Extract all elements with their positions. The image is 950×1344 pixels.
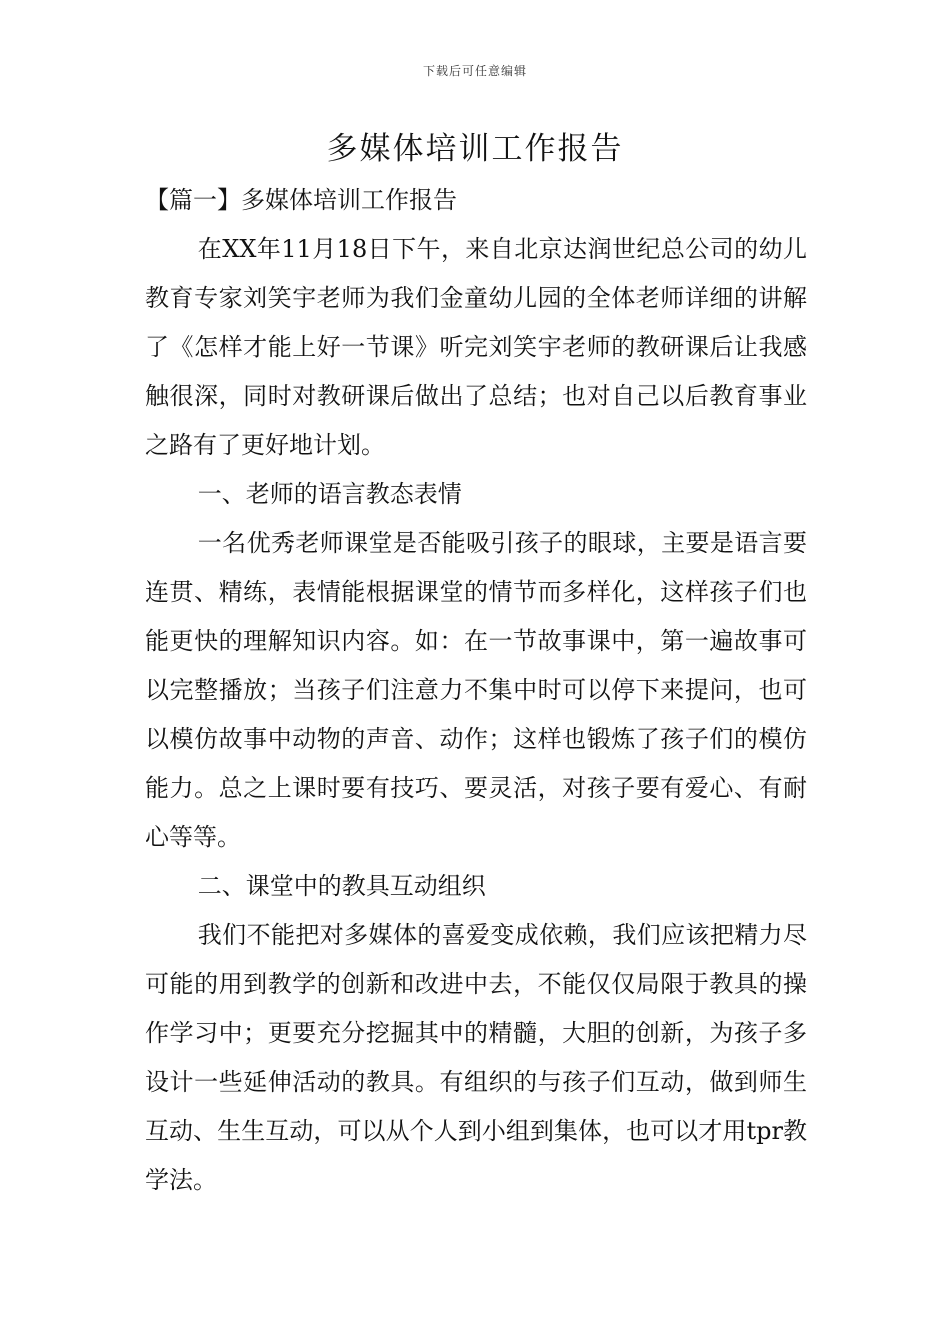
header-note: 下载后可任意编辑 bbox=[422, 64, 527, 78]
paragraph-intro: 在XX年11月18日下午，来自北京达润世纪总公司的幼儿教育专家刘笑宇老师为我们金童幼儿园的全体老师详细的讲解了《怎样才能上好一节课》听完刘笑宇老师的教研课后让我感触很深，同时对教研课后做出了总结；也对自己以后教育事业之路有了更好地计划。 bbox=[145, 235, 807, 459]
section-label: 【篇一】多媒体培训工作报告 bbox=[145, 186, 457, 214]
section-heading-2: 二、课堂中的教具互动组织 bbox=[197, 872, 486, 900]
paragraph-teacher-language: 一名优秀老师课堂是否能吸引孩子的眼球，主要是语言要连贯、精练，表情能根据课堂的情节而多样化，这样孩子们也能更快的理解知识内容。如：在一节故事课中，第一遍故事可以完整播放；当孩子们注意力不集中时可以停下来提问，也可以模仿故事中动物的声音、动作；这样也锻炼了孩子们的模仿能力。总之上课时要有技巧、要灵活，对孩子要有爱心、有耐心等等。 bbox=[145, 529, 807, 851]
section-heading-1: 一、老师的语言教态表情 bbox=[197, 480, 462, 508]
paragraph-teaching-aids: 我们不能把对多媒体的喜爱变成依赖，我们应该把精力尽可能的用到教学的创新和改进中去，不能仅仅局限于教具的操作学习中；更要充分挖掘其中的精髓，大胆的创新，为孩子多设计一些延伸活动的教具。有组织的与孩子们互动，做到师生互动、生生互动，可以从个人到小组到集体，也可以才用tpr教学法。 bbox=[145, 921, 807, 1194]
document-body bbox=[145, 176, 807, 1205]
document-title: 多媒体培训工作报告 bbox=[326, 131, 624, 167]
